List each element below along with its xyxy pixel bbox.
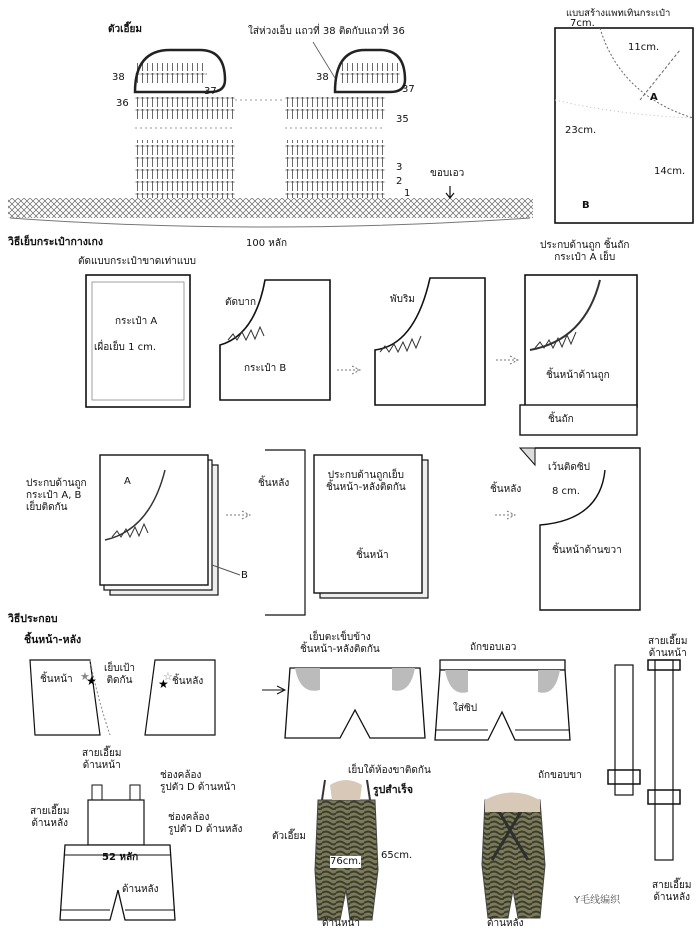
row-37-left: 37 [204, 86, 217, 97]
row-36-left: 36 [116, 98, 129, 109]
strap-back-label: สายเอี๊ยม ด้านหลัง [30, 806, 70, 829]
strap-loop-note: ใส่ห่วงเอ็บ แถวที่ 38 ติดกับแถวที่ 36 [248, 26, 405, 37]
waist-chain-row [8, 198, 533, 218]
zip-gap-label: เว้นติดซิป [548, 462, 590, 473]
strap-right-top-rows [285, 95, 385, 119]
svg-text:★: ★ [80, 670, 90, 683]
watermark: Y毛线编织 [574, 895, 621, 906]
row-35: 35 [396, 114, 409, 125]
stitch-count-100: 100 หลัก [246, 238, 288, 249]
loop-front-label: ช่องคล้อง รูปตัว D ด้านหน้า [160, 770, 236, 793]
finished-photos [315, 780, 545, 920]
pattern-label-a: A [650, 92, 658, 103]
finished-back-label: ด้านหลัง [487, 918, 524, 929]
pattern-top-width: 7cm. [570, 18, 595, 29]
svg-text:☆: ☆ [163, 670, 173, 683]
step1-pocket-a [86, 275, 190, 407]
front-right-side-label: ชิ้นหน้าด้านถูก [546, 370, 610, 381]
finished-front-label: ด้านหน้า [322, 918, 360, 929]
loop-back-label: ช่องคล้อง รูปตัว D ด้านหลัง [168, 812, 243, 835]
row-38-right: 38 [316, 72, 329, 83]
cut-note: ตัดแบบกระเป๋าขาดเท่าแบบ [78, 256, 197, 267]
pocket-step-drawings [86, 275, 637, 435]
back-side-label: ด้านหลัง [122, 884, 159, 895]
strap-left-body-rows [135, 140, 235, 198]
join-label-a: A [124, 476, 131, 487]
strap-back-right-label: สายเอี๊ยม ด้านหลัง [652, 880, 692, 903]
assembly-subtitle: ชิ้นหน้า-หลัง [24, 634, 82, 646]
strap-left-top-rows [135, 95, 235, 119]
finished-title: รูปสำเร็จ [373, 784, 413, 796]
pattern-label-b: B [582, 200, 590, 211]
front-right-panel-label: ชิ้นหน้าด้านขวา [552, 545, 622, 556]
strap-right-body-rows [285, 140, 385, 198]
row-3: 3 [396, 162, 403, 173]
front-piece-label: ชิ้นหน้า [356, 550, 389, 561]
pocket-pattern-title: แบบสร้างแพทเทินกระเป๋า [566, 8, 671, 19]
leg-hem-label: ถักขอบขา [538, 770, 582, 781]
row-37-right: 37 [402, 84, 415, 95]
back-piece-label-2: ชิ้นหลัง [490, 484, 522, 495]
finished-waist: 76cm. [330, 856, 362, 867]
pattern-depth: 11cm. [628, 42, 660, 53]
back-piece-label: ชิ้นหลัง [258, 478, 290, 489]
join-note: ประกบด้านถูก กระเป๋า A, B เย็บติดกัน [26, 478, 87, 513]
step4-note: ประกบด้านถูก ชิ้นถัก กระเป๋า A เย็บ [540, 240, 630, 263]
join-label-b: B [241, 570, 248, 581]
finished-length: 65cm. [381, 850, 413, 861]
zip-label: ใส่ซิป [453, 703, 478, 714]
zip-length: 8 cm. [552, 486, 580, 497]
seam-allowance: เผื่อเย็บ 1 cm. [94, 342, 157, 353]
svg-text:★: ★ [158, 677, 169, 691]
finished-strap-label: ตัวเอี๊ยม [272, 831, 306, 842]
left-loop-stitches [135, 63, 207, 85]
notch-label: ตัดบาก [225, 297, 257, 308]
waistband-crochet-label: ถักขอบเอว [470, 642, 517, 653]
crotch-seam-label: เย็บใต้ห้องขาติดกัน [348, 765, 431, 776]
pocket-method-title: วิธีเย็บกระเป๋ากางเกง [8, 236, 103, 248]
pattern-right-length: 14cm. [654, 166, 686, 177]
step4-assembled [525, 275, 637, 407]
knit-piece-label: ชิ้นถัก [548, 414, 574, 425]
strap-front-left-label: สายเอี๊ยม ด้านหน้า [82, 748, 122, 771]
sew-pocket-label: เย็บเป้า ติดกัน [104, 663, 136, 686]
row-1: 1 [404, 188, 411, 199]
pocket-a-label: กระเป๋า A [115, 316, 158, 327]
right-loop-stitches [340, 63, 400, 85]
pattern-side-length: 23cm. [565, 125, 597, 136]
row-38-left: 38 [112, 72, 125, 83]
strap-chart-title: ตัวเอี๊ยม [108, 24, 142, 35]
stitch-count-52: 52 หลัก [102, 852, 139, 863]
strap-front-top-label: สายเอี๊ยม ด้านหน้า [648, 636, 688, 659]
assembly-title: วิธีประกอบ [8, 613, 58, 625]
row-2: 2 [396, 176, 403, 187]
waistband-label: ขอบเอว [430, 168, 465, 179]
fold-label: พับริม [390, 294, 415, 305]
svg-text:★: ★ [86, 674, 97, 688]
crochet-chart [8, 42, 533, 227]
front-label: ชิ้นหน้า [40, 674, 73, 685]
pocket-b-label: กระเป๋า B [244, 363, 287, 374]
side-seam-label: เย็บตะเข็บข้าง ชิ้นหน้า-หลังติดกัน [300, 632, 380, 655]
front-back-note: ประกบด้านถูกเย็บ ชิ้นหน้า-หลังติดกัน [326, 470, 406, 493]
back-label: ชิ้นหลัง [172, 676, 204, 687]
